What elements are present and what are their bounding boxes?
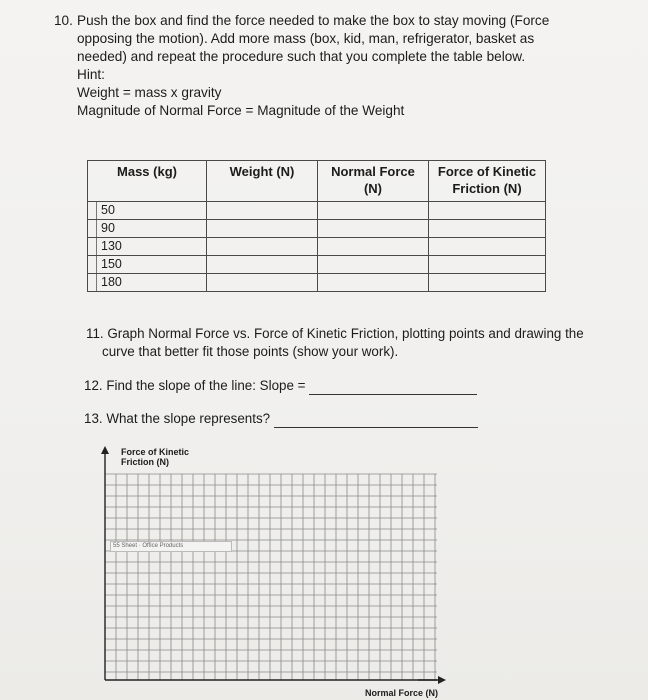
y-axis-label-line-2: Friction (N) — [121, 457, 169, 467]
kinetic-friction-cell[interactable] — [429, 202, 546, 220]
mass-cell — [88, 220, 207, 238]
weight-cell[interactable] — [207, 202, 318, 220]
question-11 — [86, 325, 584, 361]
header-normal-force — [318, 161, 429, 202]
mass-value: 130 — [96, 238, 206, 255]
weight-cell[interactable] — [207, 220, 318, 238]
mass-value: 50 — [96, 202, 206, 219]
normal-force-cell[interactable] — [318, 238, 429, 256]
table-header-row — [88, 161, 546, 202]
header-line: Force of Kinetic — [437, 164, 537, 179]
question-10-line-2: opposing the motion). Add more mass (box, kid, man, refrigerator, basket as — [77, 31, 535, 46]
mass-value: 150 — [96, 256, 206, 273]
weight-cell[interactable] — [207, 256, 318, 274]
normal-force-cell[interactable] — [318, 202, 429, 220]
weight-cell[interactable] — [207, 274, 318, 292]
kinetic-friction-cell[interactable] — [429, 256, 546, 274]
header-line: Friction (N) — [452, 181, 522, 196]
table-row — [88, 202, 546, 220]
question-10-line-1: Push the box and find the force needed to make the box to stay moving (Force — [77, 13, 550, 28]
x-axis-arrow-icon — [418, 673, 448, 687]
question-13 — [84, 410, 478, 428]
normal-force-cell[interactable] — [318, 256, 429, 274]
question-11-line-1: Graph Normal Force vs. Force of Kinetic Friction, plotting points and drawing the — [107, 326, 584, 341]
mass-value: 180 — [96, 274, 206, 291]
question-11-number: 11. — [86, 326, 104, 341]
table-row — [88, 256, 546, 274]
data-table — [87, 160, 546, 292]
graph-grid[interactable] — [97, 444, 442, 684]
question-11-line-2: curve that better fit those points (show your work). — [102, 344, 399, 359]
question-12-text: 12. Find the slope of the line: Slope = — [84, 378, 306, 393]
y-axis-label-line-1: Force of Kinetic — [121, 447, 190, 457]
header-mass: Mass (kg) — [88, 161, 207, 202]
normal-force-cell[interactable] — [318, 274, 429, 292]
question-10-line-3: needed) and repeat the procedure such that you complete the table below. — [77, 49, 526, 64]
slope-answer-line[interactable] — [309, 380, 477, 395]
kinetic-friction-cell[interactable] — [429, 220, 546, 238]
question-13-text: 13. What the slope represents? — [84, 411, 271, 426]
question-10-number: 10. — [54, 13, 73, 28]
header-line: Normal Force — [331, 164, 415, 179]
table-row — [88, 274, 546, 292]
header-weight: Weight (N) — [207, 161, 318, 202]
mass-cell — [88, 202, 207, 220]
question-10 — [54, 12, 594, 120]
mass-cell — [88, 238, 207, 256]
header-line: (N) — [363, 181, 383, 196]
question-12 — [84, 377, 477, 395]
mass-cell — [88, 274, 207, 292]
hint-label: Hint: — [77, 67, 105, 82]
header-kinetic-friction — [429, 161, 546, 202]
y-axis-arrow-icon — [101, 446, 109, 454]
kinetic-friction-cell[interactable] — [429, 238, 546, 256]
table-row — [88, 220, 546, 238]
mass-cell — [88, 256, 207, 274]
kinetic-friction-cell[interactable] — [429, 274, 546, 292]
x-axis-label: Normal Force (N) — [365, 688, 439, 698]
graph-paper-sticker: 55 Sheet · Office Products — [110, 541, 232, 552]
mass-value: 90 — [96, 220, 206, 237]
hint-weight-formula: Weight = mass x gravity — [77, 85, 222, 100]
normal-force-cell[interactable] — [318, 220, 429, 238]
table-row — [88, 238, 546, 256]
hint-normal-force: Magnitude of Normal Force = Magnitude of the Weight — [77, 103, 405, 118]
weight-cell[interactable] — [207, 238, 318, 256]
slope-meaning-answer-line[interactable] — [274, 413, 478, 428]
